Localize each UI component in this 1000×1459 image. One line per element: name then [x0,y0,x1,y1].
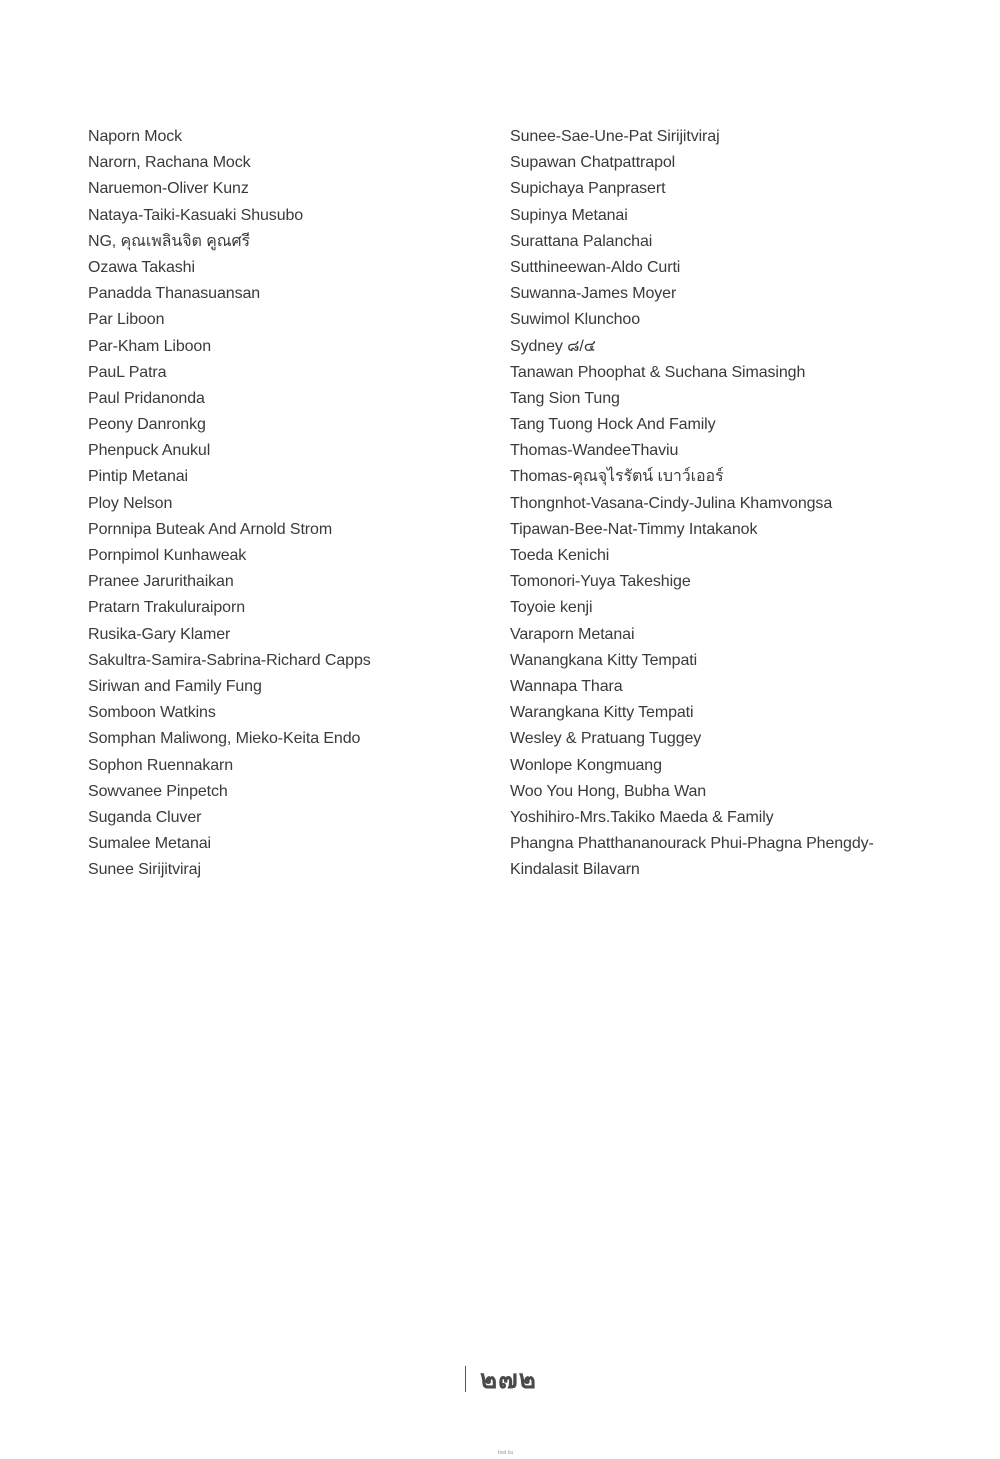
list-item: Pratarn Trakuluraiporn [88,599,245,617]
list-item: Supinya Metanai [510,206,628,224]
list-item: Sydney ๘/๔ [510,337,596,355]
list-item: Sumalee Metanai [88,835,212,853]
footer-mark: bod bu [498,1450,514,1456]
list-item: Thomas-คุณจุไรรัตน์ เบาว์เออร์ [510,468,724,486]
list-item: Tang Sion Tung [510,389,620,407]
list-item: Narorn, Rachana Mock [88,154,251,172]
right-name-list [510,124,950,883]
page-number-divider [465,1366,466,1392]
list-item: Woo You Hong, Bubha Wan [510,782,707,800]
list-item: Thomas-WandeeThaviu [510,442,679,460]
list-item: Sutthineewan-Aldo Curti [510,258,681,276]
list-item: Pranee Jarurithaikan [88,573,234,591]
list-item: Supichaya Panprasert [510,180,666,198]
list-item: Tanawan Phoophat & Suchana Simasingh [510,363,806,381]
list-item: Sunee Sirijitviraj [88,861,201,879]
list-item: Paul Pridanonda [88,389,205,407]
list-item: Tomonori-Yuya Takeshige [510,573,691,591]
list-item: Wanangkana Kitty Tempati [510,651,698,669]
list-item: Naporn Mock [88,128,183,145]
list-item: Kindalasit Bilavarn [510,861,640,879]
list-item: Phangna Phatthananourack Phui-Phagna Phengdy- [510,835,874,853]
list-item: Sakultra-Samira-Sabrina-Richard Capps [88,651,371,669]
list-item: Par Liboon [88,311,165,329]
list-item: Suganda Cluver [88,808,202,826]
list-item: Warangkana Kitty Tempati [510,704,694,722]
list-item: Thongnhot-Vasana-Cindy-Julina Khamvongsa [510,494,833,512]
list-item: Supawan Chatpattrapol [510,154,676,172]
list-item: Wonlope Kongmuang [510,756,662,774]
list-item: Wannapa Thara [510,677,623,695]
list-item: Toeda Kenichi [510,547,610,564]
list-item: Sowvanee Pinpetch [88,782,228,800]
list-item: Tang Tuong Hock And Family [510,416,716,434]
list-item: Wesley & Pratuang Tuggey [510,730,702,748]
list-item: Sophon Ruennakarn [88,756,234,774]
list-item: Tipawan-Bee-Nat-Timmy Intakanok [510,520,758,538]
list-item: Varaporn Metanai [510,625,635,643]
list-item: Pornnipa Buteak And Arnold Strom [88,520,333,538]
list-item: Somboon Watkins [88,704,216,722]
list-item: Suwimol Klunchoo [510,311,641,329]
list-item: Panadda Thanasuansan [88,285,261,303]
list-item: NG, คุณเพลินจิต คูณศรี [88,232,251,250]
page-number-block [465,1365,537,1393]
list-item: PauL Patra [88,363,167,381]
list-item: Ozawa Takashi [88,258,195,276]
list-item: Sunee-Sae-Une-Pat Sirijitviraj [510,128,720,145]
list-item: Surattana Palanchai [510,232,653,250]
list-item: Nataya-Taiki-Kasuaki Shusubo [88,206,304,224]
list-item: Pintip Metanai [88,468,188,486]
list-item: Ploy Nelson [88,494,173,512]
list-item: Pornpimol Kunhaweak [88,547,247,564]
list-item: Phenpuck Anukul [88,442,211,460]
list-item: Naruemon-Oliver Kunz [88,180,249,198]
left-name-list [88,124,488,883]
list-item: Siriwan and Family Fung [88,677,262,695]
list-item: Rusika-Gary Klamer [88,625,231,643]
list-item: Peony Danronkg [88,416,206,434]
list-item: Toyoie kenji [510,599,593,617]
list-item: Suwanna-James Moyer [510,285,677,303]
list-item: Somphan Maliwong, Mieko-Keita Endo [88,730,361,748]
page-number: ๒๗๒ [480,1364,537,1394]
list-item: Yoshihiro-Mrs.Takiko Maeda & Family [510,808,774,826]
list-item: Par-Kham Liboon [88,337,212,355]
